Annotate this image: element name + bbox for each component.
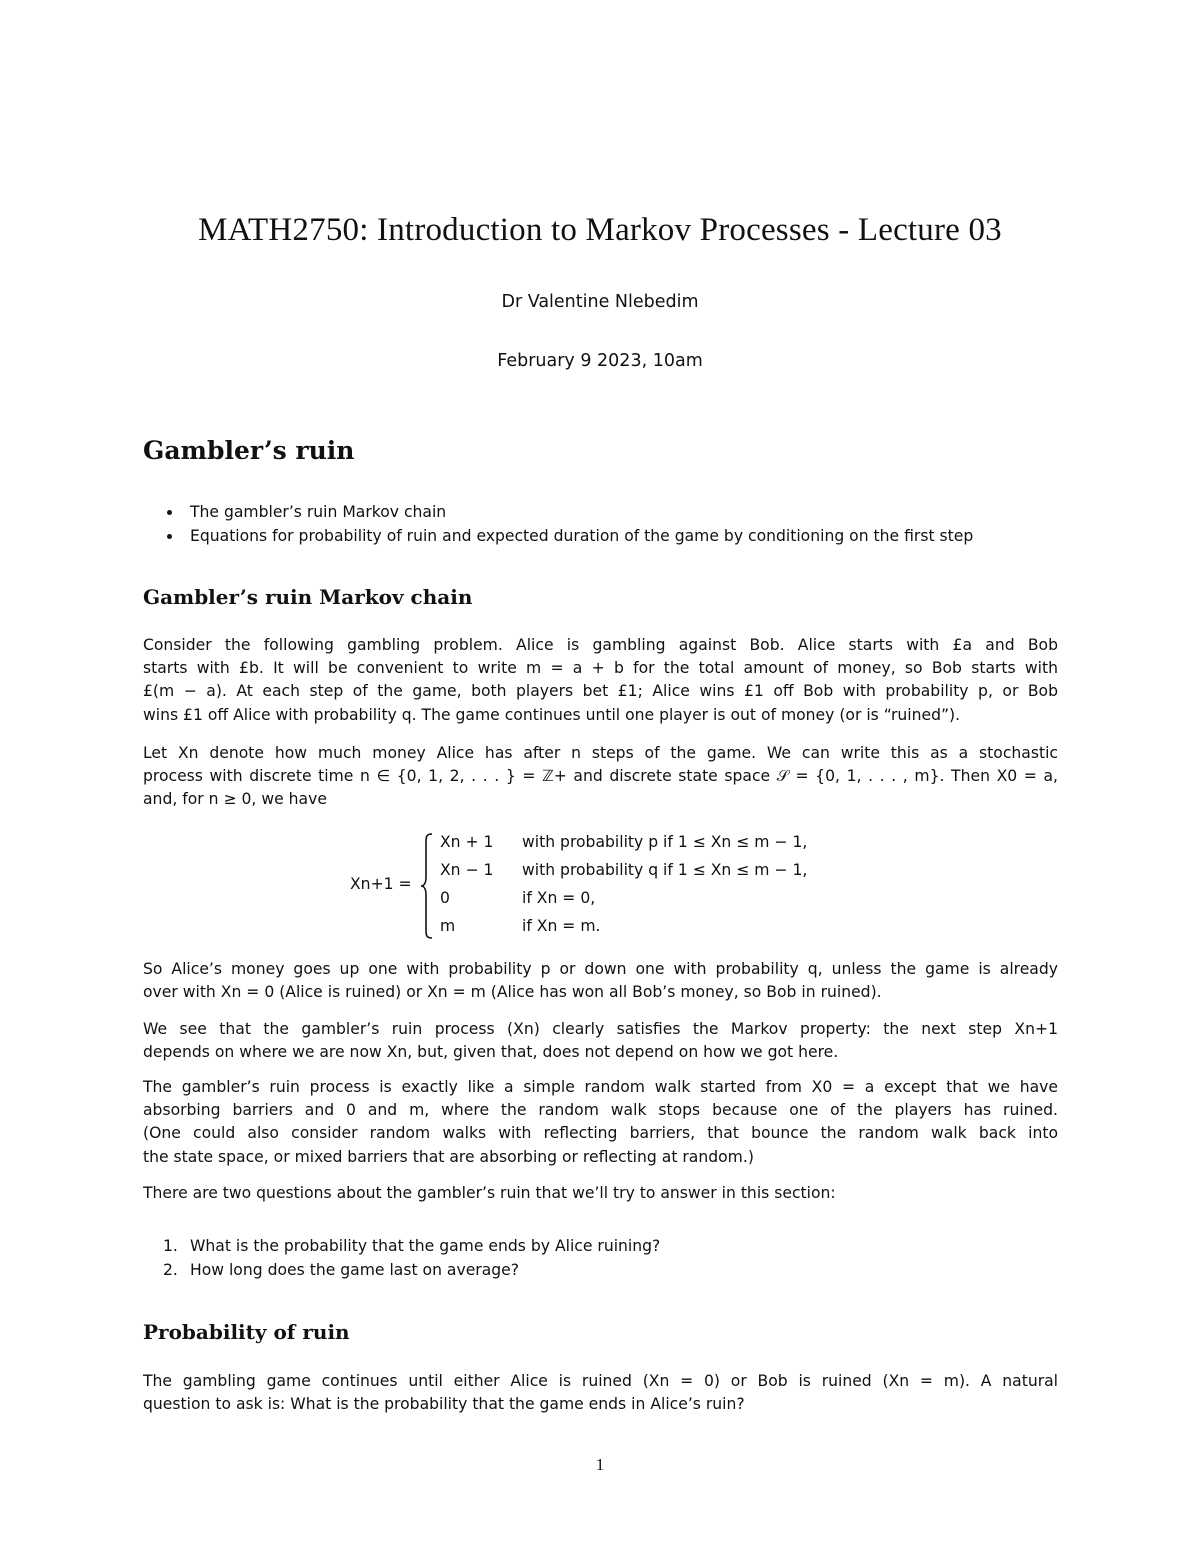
- list-item: 2. How long does the game last on average?: [163, 1261, 520, 1279]
- bullet-item: Equations for probability of ruin and expected duration of the game by conditioning on the first step: [143, 524, 1073, 548]
- case-condition: with probability q if 1 ≤ Xn ≤ m − 1,: [522, 861, 808, 879]
- case-value: m: [440, 917, 456, 935]
- section-heading-gamblers-ruin: Gambler’s ruin: [143, 436, 355, 465]
- paragraph-barriers: The gambler’s ruin process is exactly like a simple random walk started from X0 = a except that we have absorbing barriers and 0 and m, where the random walk stops because one of the players has ruined. (One could also consider random walks with reflecting barriers, that bounce the random walk back into the state space, or mixed barriers that are absorbing or reflecting at random.): [143, 1078, 1058, 1166]
- subsection-heading-probability-of-ruin: Probability of ruin: [143, 1320, 350, 1344]
- case-condition: if Xn = m.: [522, 917, 601, 935]
- transition-equation: [350, 833, 870, 943]
- case-value: Xn − 1: [440, 861, 494, 879]
- list-item: 1. What is the probability that the game ends by Alice ruining?: [163, 1237, 661, 1255]
- page-number: 1: [595, 1455, 605, 1474]
- paragraph-probability-question: The gambling game continues until either Alice is ruined (Xn = 0) or Bob is ruined (Xn = m). A natural question to ask is: What is the probability that the game ends in Alice’s ruin?: [143, 1372, 1058, 1414]
- subsection-heading-markov-chain: Gambler’s ruin Markov chain: [143, 585, 473, 609]
- paragraph-alice-money: So Alice’s money goes up one with probability p or down one with probability q, unless the game is already over with Xn = 0 (Alice is ruined) or Xn = m (Alice has won all Bob’s money, so Bob in ruined).: [143, 960, 1058, 1002]
- question-list: [143, 1234, 1073, 1282]
- bullet-item: The gambler’s ruin Markov chain: [143, 500, 1073, 524]
- bullet-dot-icon: [167, 510, 172, 515]
- bullet-dot-icon: [167, 534, 172, 539]
- case-condition: if Xn = 0,: [522, 889, 596, 907]
- author-line: Dr Valentine Nlebedim: [501, 292, 699, 312]
- case-value: Xn + 1: [440, 833, 494, 851]
- paragraph-definition-xn: Let Xn denote how much money Alice has after n steps of the game. We can write this as a stochastic process with discrete time n ∈ {0, 1, 2, . . . } = ℤ+ and discrete state space 𝒮 = {0, 1, . . . , m}. Then X0 = a, and, for n ≥ 0, we have: [143, 744, 1058, 809]
- paragraph-two-questions: There are two questions about the gambler’s ruin that we’ll try to answer in this section:: [143, 1184, 836, 1202]
- equation-lhs: Xn+1 =: [350, 875, 412, 893]
- case-condition: with probability p if 1 ≤ Xn ≤ m − 1,: [522, 833, 808, 851]
- topic-bullet-list: [143, 500, 1073, 548]
- paragraph-markov-property: We see that the gambler’s ruin process (Xn) clearly satisfies the Markov property: the next step Xn+1 depends on where we are now Xn, but, given that, does not depend on how we got here.: [143, 1020, 1058, 1062]
- paragraph-gambling-problem: Consider the following gambling problem. Alice is gambling against Bob. Alice starts with £a and Bob starts with £b. It will be convenient to write m = a + b for the total amount of money, so Bob starts with £(m − a). At each step of the game, both players bet £1; Alice wins £1 off Bob with probability p, or Bob wins £1 off Alice with probability q. The game continues until one player is out of money (or is “ruined”).: [143, 636, 1058, 724]
- case-value: 0: [440, 889, 450, 907]
- left-brace-icon: [420, 833, 434, 939]
- date-line: February 9 2023, 10am: [497, 351, 703, 371]
- document-title: MATH2750: Introduction to Markov Processes - Lecture 03: [198, 212, 1002, 248]
